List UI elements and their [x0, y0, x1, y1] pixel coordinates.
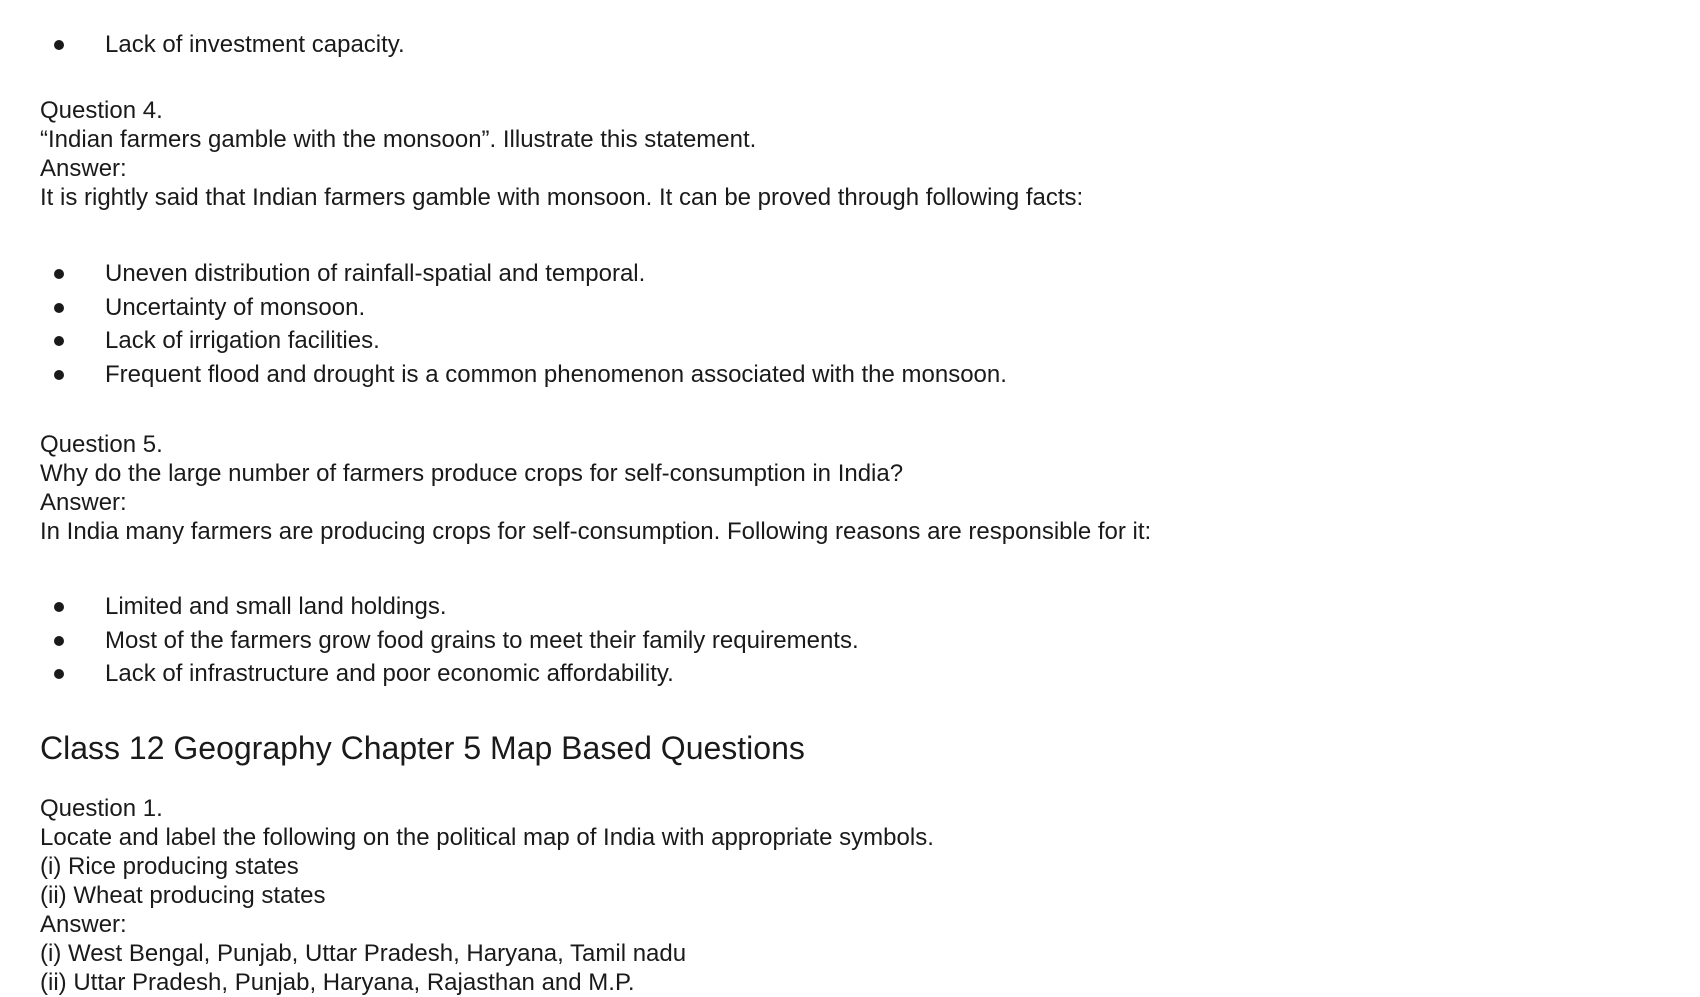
question-part-ii: (ii) Wheat producing states — [40, 882, 326, 909]
question-4-bullet-list — [40, 257, 1007, 391]
answer-label: Answer: — [40, 911, 127, 938]
list-item: Lack of infrastructure and poor economic affordability. — [40, 657, 859, 691]
list-item: Limited and small land holdings. — [40, 590, 859, 624]
question-text: Locate and label the following on the political map of India with appropriate symbols. — [40, 824, 934, 851]
question-label: Question 4. — [40, 97, 163, 124]
answer-part-ii: (ii) Uttar Pradesh, Punjab, Haryana, Rajasthan and M.P. — [40, 969, 635, 996]
list-item: Lack of investment capacity. — [40, 28, 405, 62]
question-part-i: (i) Rice producing states — [40, 853, 299, 880]
answer-text: In India many farmers are producing crops for self-consumption. Following reasons are responsible for it: — [40, 518, 1152, 545]
section-heading: Class 12 Geography Chapter 5 Map Based Questions — [40, 730, 805, 766]
map-question-1-block — [40, 794, 934, 997]
list-item: Frequent flood and drought is a common phenomenon associated with the monsoon. — [40, 358, 1007, 392]
question-text: “Indian farmers gamble with the monsoon”. Illustrate this statement. — [40, 126, 757, 153]
answer-part-i: (i) West Bengal, Punjab, Uttar Pradesh, Haryana, Tamil nadu — [40, 940, 687, 967]
list-item: Uncertainty of monsoon. — [40, 291, 1007, 325]
bullet-icon — [54, 303, 64, 313]
bullet-icon — [54, 370, 64, 380]
top-bullet-list — [40, 28, 405, 62]
question-5-bullet-list — [40, 590, 859, 691]
bullet-icon — [54, 40, 64, 50]
question-4-block — [40, 96, 1083, 212]
question-text: Why do the large number of farmers produce crops for self-consumption in India? — [40, 460, 904, 487]
question-5-block — [40, 430, 1151, 546]
question-label: Question 5. — [40, 431, 163, 458]
bullet-icon — [54, 602, 64, 612]
bullet-icon — [54, 336, 64, 346]
answer-label: Answer: — [40, 489, 127, 516]
list-item: Lack of irrigation facilities. — [40, 324, 1007, 358]
list-item: Uneven distribution of rainfall-spatial and temporal. — [40, 257, 1007, 291]
answer-label: Answer: — [40, 155, 127, 182]
bullet-icon — [54, 669, 64, 679]
bullet-icon — [54, 636, 64, 646]
list-item: Most of the farmers grow food grains to meet their family requirements. — [40, 624, 859, 658]
answer-text: It is rightly said that Indian farmers gamble with monsoon. It can be proved through following facts: — [40, 184, 1084, 211]
question-label: Question 1. — [40, 795, 163, 822]
bullet-icon — [54, 269, 64, 279]
